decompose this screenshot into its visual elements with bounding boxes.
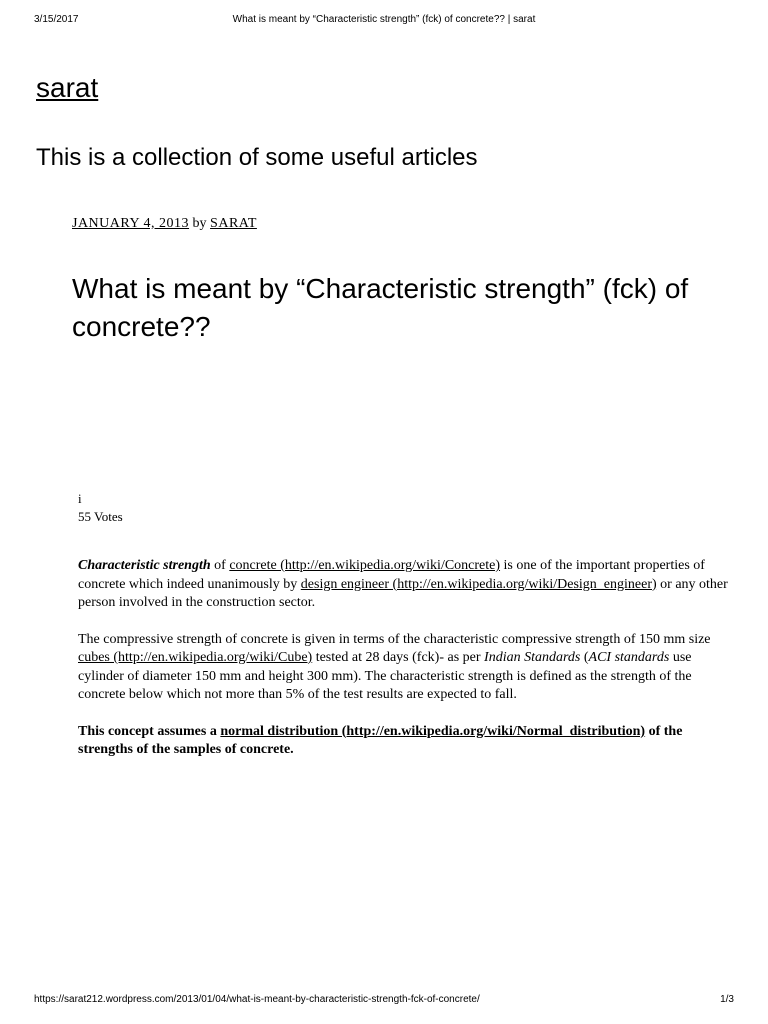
- paragraph-text: This concept assumes a: [78, 723, 221, 739]
- site-tagline: This is a collection of some useful articles: [36, 144, 478, 171]
- rating-votes: 55 Votes: [78, 509, 123, 524]
- paragraph-text: is one of the important properties of concrete which indeed unanimously by: [78, 558, 705, 592]
- paragraph-1: [78, 557, 728, 613]
- cubes-link[interactable]: cubes (http://en.wikipedia.org/wiki/Cube): [78, 650, 313, 665]
- concrete-link[interactable]: concrete (http://en.wikipedia.org/wiki/Concrete): [229, 558, 501, 573]
- print-date: 3/15/2017: [34, 14, 79, 25]
- indian-standards-text: Indian Standards: [484, 650, 581, 665]
- post-title: What is meant by “Characteristic strength” (fck) of concrete??: [72, 273, 689, 342]
- aci-standards-text: ACI standards: [588, 650, 670, 665]
- paragraph-3: [78, 723, 728, 760]
- design-engineer-link[interactable]: design engineer (http://en.wikipedia.org/wiki/Design_engineer): [300, 576, 657, 592]
- post-meta: [72, 216, 257, 232]
- rating-widget: [78, 490, 123, 526]
- normal-distribution-link[interactable]: normal distribution (http://en.wikipedia.org/wiki/Normal_distribution): [220, 723, 646, 739]
- post-date-link[interactable]: JANUARY 4, 2013: [72, 216, 190, 231]
- paragraph-text: or any other person involved in the construction sector.: [78, 576, 728, 610]
- paragraph-text: of the strengths of the samples of concrete.: [78, 723, 683, 757]
- site-title-link[interactable]: sarat: [36, 72, 99, 103]
- paragraph-text: (: [580, 650, 589, 665]
- post-content: [78, 557, 728, 778]
- rating-icon: i: [78, 491, 82, 506]
- print-url: https://sarat212.wordpress.com/2013/01/04/what-is-meant-by-characteristic-strength-fck-of-concrete/: [34, 994, 480, 1005]
- paragraph-text: The compressive strength of concrete is given in terms of the characteristic compressive strength of 150 mm size: [78, 631, 711, 647]
- paragraph-text: of: [210, 558, 230, 573]
- post-author-link[interactable]: SARAT: [210, 216, 257, 231]
- post-by-label: by: [192, 216, 207, 231]
- paragraph-2: [78, 631, 728, 705]
- print-page-title: What is meant by “Characteristic strength” (fck) of concrete?? | sarat: [232, 14, 536, 25]
- paragraph-text: tested at 28 days (fck)- as per: [312, 650, 485, 665]
- paragraph-text: use cylinder of diameter 150 mm and height 300 mm). The characteristic strength is defined as the strength of the concrete below which not more than 5% of the test results are expected to fall.: [78, 650, 692, 702]
- print-page-number: 1/3: [720, 994, 734, 1005]
- term-characteristic-strength: Characteristic strength: [78, 558, 211, 573]
